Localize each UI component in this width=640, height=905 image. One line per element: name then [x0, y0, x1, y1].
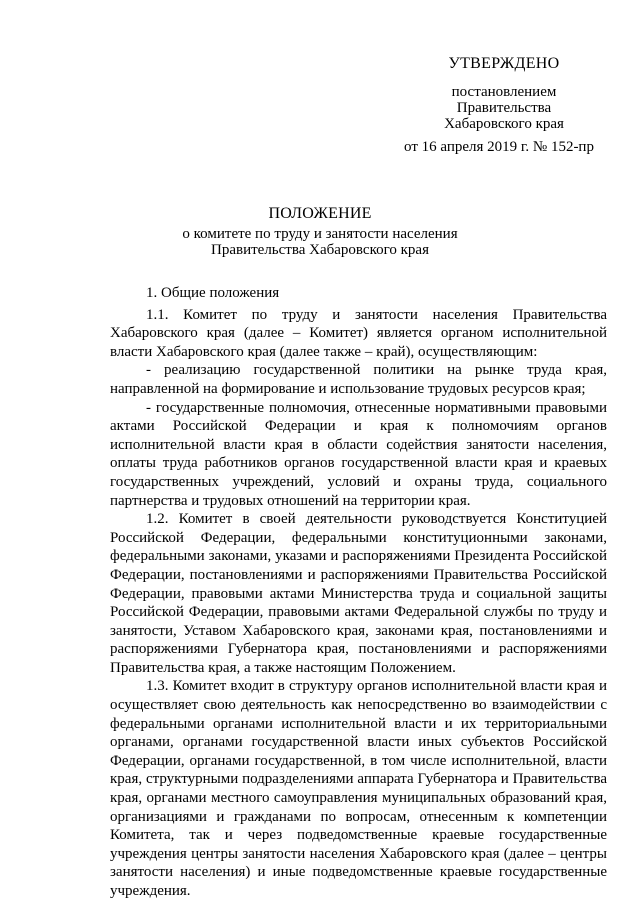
approval-line-resolution: постановлением: [451, 84, 557, 100]
paragraph-bullet-2: - государственные полномочия, отнесенные нормативными правовыми актами Российской Федерации и края к полномочиям органов исполнительной власти края в области содействия занятости населения, оплаты труда работников органов государственной власти края и краевых государственных учреждений, условий и охраны труда, социального партнерства и трудовых отношений на территории края.: [110, 399, 607, 509]
document-body: [110, 284, 607, 901]
approval-title: УТВЕРЖДЕНО: [448, 55, 560, 72]
document-name: ПОЛОЖЕНИЕ: [268, 205, 372, 222]
approval-line-government: Правительства: [456, 100, 552, 116]
section-title: 1. Общие положения: [146, 285, 280, 301]
document-subtitle-2: Правительства Хабаровского края: [211, 242, 429, 258]
document-header: [0, 206, 640, 258]
paragraph-1-1: 1.1. Комитет по труду и занятости населения Правительства Хабаровского края (далее – Комитет) является органом исполнительной власти Хабаровского края (далее также – край), осуществляющим:: [110, 306, 607, 360]
approval-line-region: Хабаровского края: [444, 116, 564, 132]
approval-date: от 16 апреля 2019 г. № 152-пр: [404, 139, 594, 155]
approval-block: [384, 56, 624, 155]
paragraph-bullet-1: - реализацию государственной политики на рынке труда края, направленной на формирование и использование трудовых ресурсов края;: [110, 362, 607, 397]
paragraph-1-3: 1.3. Комитет входит в структуру органов исполнительной власти края и осуществляет свою деятельность как непосредственно во взаимодействии с федеральными органами исполнительной власти и их территориальными органами, органами государственной власти иных субъектов Российской Федерации, органами государственной, в том числе исполнительной, власти края, структурными подразделениями аппарата Губернатора и Правительства края, органами местного самоуправления муниципальных образований края, организациями и гражданами по вопросам, отнесенным к компетенции Комитета, так и через подведомственные краевые государственные учреждения центры занятости населения Хабаровского края (далее – центры занятости населения) и иные подведомственные краевые государственные учреждения.: [110, 678, 607, 899]
document-subtitle-1: о комитете по труду и занятости населения: [182, 226, 458, 242]
paragraph-1-2: 1.2. Комитет в своей деятельности руководствуется Конституцией Российской Федерации, федеральными конституционными законами, федеральными законами, указами и распоряжениями Президента Российской Федерации, постановлениями и распоряжениями Правительства Российской Федерации, правовыми актами Министерства труда и социальной защиты Российской Федерации, правовыми актами Федеральной службы по труду и занятости, Уставом Хабаровского края, законами края, постановлениями и распоряжениями Губернатора края, постановлениями и распоряжениями Правительства края, а также настоящим Положением.: [110, 511, 607, 676]
